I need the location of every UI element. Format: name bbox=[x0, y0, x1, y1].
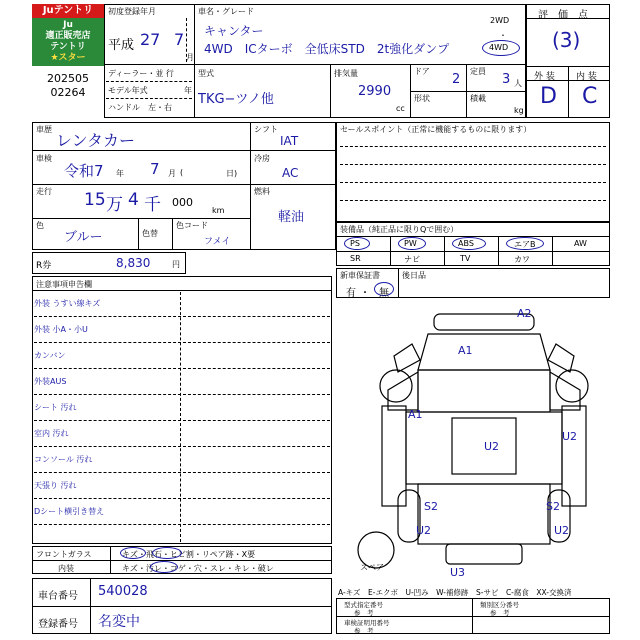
mileage-unit: km bbox=[212, 206, 225, 215]
rating-int: C bbox=[582, 84, 598, 109]
rating-label: 評 価 点 bbox=[538, 10, 588, 21]
capacity-label: 定員 bbox=[470, 67, 486, 76]
note-item: 室内 汚れ bbox=[34, 429, 69, 438]
damage-mark: U3 bbox=[450, 566, 466, 579]
handle-label: ハンドル 左・右 bbox=[108, 103, 172, 112]
drive-dot: ・ bbox=[499, 31, 507, 40]
note-item: 天張り 汚れ bbox=[34, 481, 77, 490]
load-label: 積載 bbox=[470, 94, 486, 103]
stock-number-line2: 02264 bbox=[50, 86, 86, 99]
history-label: 車歴 bbox=[36, 125, 52, 134]
logo-top: Juテントリ bbox=[32, 4, 104, 18]
note-item: Dシート横引き替え bbox=[34, 507, 105, 516]
logo-body bbox=[32, 18, 104, 66]
warranty-dot: ・ bbox=[360, 288, 370, 299]
recycle-value: 8,830 bbox=[116, 256, 151, 270]
reg-no-value: 名変中 bbox=[98, 614, 140, 630]
front-glass-value: キズ・飛石・ヒビ割・リペア跡・X要 bbox=[122, 550, 256, 559]
damage-mark: U2 bbox=[484, 440, 500, 453]
reg-no-label: 登録番号 bbox=[38, 619, 78, 630]
body-cert-label: 車検証明用番号 bbox=[344, 619, 390, 627]
displacement-value: 2990 bbox=[358, 84, 392, 99]
fuel-value: 軽油 bbox=[278, 210, 305, 225]
mileage-man: 15 bbox=[84, 190, 106, 210]
equip-pw: PW bbox=[404, 239, 417, 248]
ac-label: 冷房 bbox=[254, 154, 270, 163]
equip-sr: SR bbox=[350, 254, 361, 263]
equip-ps: PS bbox=[350, 239, 360, 248]
notes-label: 注意事項申告欄 bbox=[36, 280, 92, 289]
car-name-line2: 4WD ICターボ 全低床STD 2t強化ダンプ bbox=[204, 42, 450, 56]
model-year-unit: 年 bbox=[184, 86, 192, 95]
damage-mark: A1 bbox=[408, 408, 423, 421]
back-order-label: 後日品 bbox=[402, 271, 426, 280]
drive-4wd: 4WD bbox=[489, 43, 509, 52]
inspection-month: 7 bbox=[150, 160, 160, 178]
note-item: 外装AUS bbox=[34, 377, 67, 386]
damage-mark: U2 bbox=[562, 430, 578, 443]
rating-ext: D bbox=[540, 84, 557, 109]
logo-star: ★スター bbox=[50, 53, 86, 63]
equipment-label: 装備品（純正品に限りQで囲む） bbox=[340, 225, 459, 234]
first-reg-month-unit: 月 bbox=[186, 53, 194, 62]
recycle-unit: 円 bbox=[172, 260, 180, 269]
note-item: カンバン bbox=[34, 351, 66, 360]
inspection-year-unit: 年 bbox=[116, 169, 124, 178]
header-box bbox=[104, 4, 526, 118]
mileage-man-unit: 万 bbox=[106, 195, 123, 215]
first-reg-era: 平成 bbox=[108, 38, 135, 53]
damage-mark: U2 bbox=[416, 524, 432, 537]
interior-value: キズ・汚レ・コゲ・穴・スレ・キレ・破レ bbox=[122, 564, 274, 573]
first-reg-label: 初度登録年月 bbox=[108, 7, 156, 16]
displacement-unit: cc bbox=[396, 104, 405, 113]
car-name-line1: キャンター bbox=[204, 24, 264, 38]
front-glass-label: フロントガラス bbox=[36, 550, 92, 559]
displacement-label: 排気量 bbox=[334, 69, 358, 78]
ac-value: AC bbox=[282, 166, 299, 180]
equip-leather: カワ bbox=[514, 255, 530, 264]
doors-label: ドア bbox=[414, 67, 430, 76]
interior-label: 内装 bbox=[58, 564, 74, 573]
color-value: ブルー bbox=[64, 230, 103, 245]
warranty-no: 無 bbox=[379, 288, 389, 299]
dealer-label: ディーラー・並 行 bbox=[108, 69, 174, 78]
inspection-day-close: 日) bbox=[226, 169, 238, 178]
rating-int-label: 内 装 bbox=[576, 72, 597, 82]
damage-mark: S2 bbox=[546, 500, 560, 513]
first-reg-month: 7 bbox=[174, 30, 185, 49]
type-cert-label: 型式指定番号 bbox=[344, 601, 383, 609]
class-no-label: 類別区分番号 bbox=[480, 601, 519, 609]
load-unit: kg bbox=[514, 106, 524, 115]
capacity-value: 3 bbox=[502, 72, 511, 87]
mileage-sen-unit: 千 bbox=[144, 195, 161, 215]
mileage-rest: 000 bbox=[172, 196, 193, 209]
equip-navi: ナビ bbox=[404, 255, 420, 264]
doors-value: 2 bbox=[452, 72, 461, 87]
damage-mark: A2 bbox=[517, 307, 532, 320]
car-name-label: 車名・グレード bbox=[198, 7, 254, 16]
body-cert-ref: 参 考 bbox=[354, 627, 374, 635]
recycle-box bbox=[32, 252, 186, 274]
sales-point-box bbox=[336, 122, 610, 222]
damage-mark: U2 bbox=[554, 524, 570, 537]
sales-point-label: セールスポイント（正常に機能するものに限ります） bbox=[340, 125, 532, 134]
mileage-sen: 4 bbox=[128, 190, 139, 210]
stock-number bbox=[32, 72, 104, 100]
color-code-value: フメイ bbox=[204, 237, 231, 247]
damage-mark: S2 bbox=[424, 500, 438, 513]
equip-abs: ABS bbox=[458, 239, 474, 248]
mileage-label: 走行 bbox=[36, 187, 52, 196]
warranty-label: 新車保証書 bbox=[340, 271, 380, 280]
type-value: TKG−ツノ他 bbox=[198, 92, 274, 107]
equip-aw: AW bbox=[574, 239, 587, 248]
type-label: 型式 bbox=[198, 69, 214, 78]
note-item: 外装 うすい線キズ bbox=[34, 299, 101, 308]
drive-2wd: 2WD bbox=[490, 16, 510, 25]
rating-score: (3) bbox=[552, 28, 581, 52]
spare-label: スペア bbox=[360, 563, 384, 572]
inspection-month-unit: 月 bbox=[168, 169, 176, 178]
fuel-label: 燃料 bbox=[254, 187, 270, 196]
color-code-label: 色コード bbox=[176, 221, 208, 230]
equip-tv: TV bbox=[460, 254, 471, 263]
class-no-ref: 参 考 bbox=[490, 609, 510, 617]
model-year-label: モデル年式 bbox=[108, 86, 148, 95]
note-item: コンソール 汚れ bbox=[34, 455, 93, 464]
type-cert-ref: 参 考 bbox=[354, 609, 374, 617]
chassis-label: 車台番号 bbox=[38, 591, 78, 602]
warranty-yes: 有 bbox=[346, 288, 356, 299]
color-change-label: 色替 bbox=[142, 229, 158, 238]
inspection-day-open: ( bbox=[180, 168, 184, 177]
legend: A-キズ E-エクボ U-凹み W-補修跡 S-サビ C-腐食 XX-交換済 bbox=[338, 588, 572, 597]
inspection-era: 令和7 bbox=[64, 162, 104, 180]
logo-dealer: 適正販売店 bbox=[45, 31, 91, 41]
shape-label: 形状 bbox=[414, 94, 430, 103]
stock-number-line1: 202505 bbox=[47, 72, 89, 85]
capacity-unit: 人 bbox=[514, 79, 522, 88]
note-item: シート 汚れ bbox=[34, 403, 77, 412]
color-label: 色 bbox=[36, 221, 44, 230]
damage-mark: A1 bbox=[458, 344, 473, 357]
logo bbox=[32, 4, 104, 66]
shift-label: シフト bbox=[254, 125, 278, 134]
rating-ext-label: 外 装 bbox=[534, 72, 555, 82]
chassis-value: 540028 bbox=[98, 584, 148, 599]
note-item: 外装 小A・小U bbox=[34, 325, 88, 334]
history-value: レンタカー bbox=[56, 131, 135, 150]
shift-value: IAT bbox=[280, 134, 299, 148]
equip-airbag: エアB bbox=[514, 240, 536, 249]
recycle-label: R券 bbox=[36, 261, 52, 271]
inspection-label: 車検 bbox=[36, 154, 52, 163]
first-reg-year: 27 bbox=[140, 30, 161, 49]
logo-tentori: テントリ bbox=[50, 42, 86, 52]
logo-ju: Ju bbox=[63, 20, 73, 30]
